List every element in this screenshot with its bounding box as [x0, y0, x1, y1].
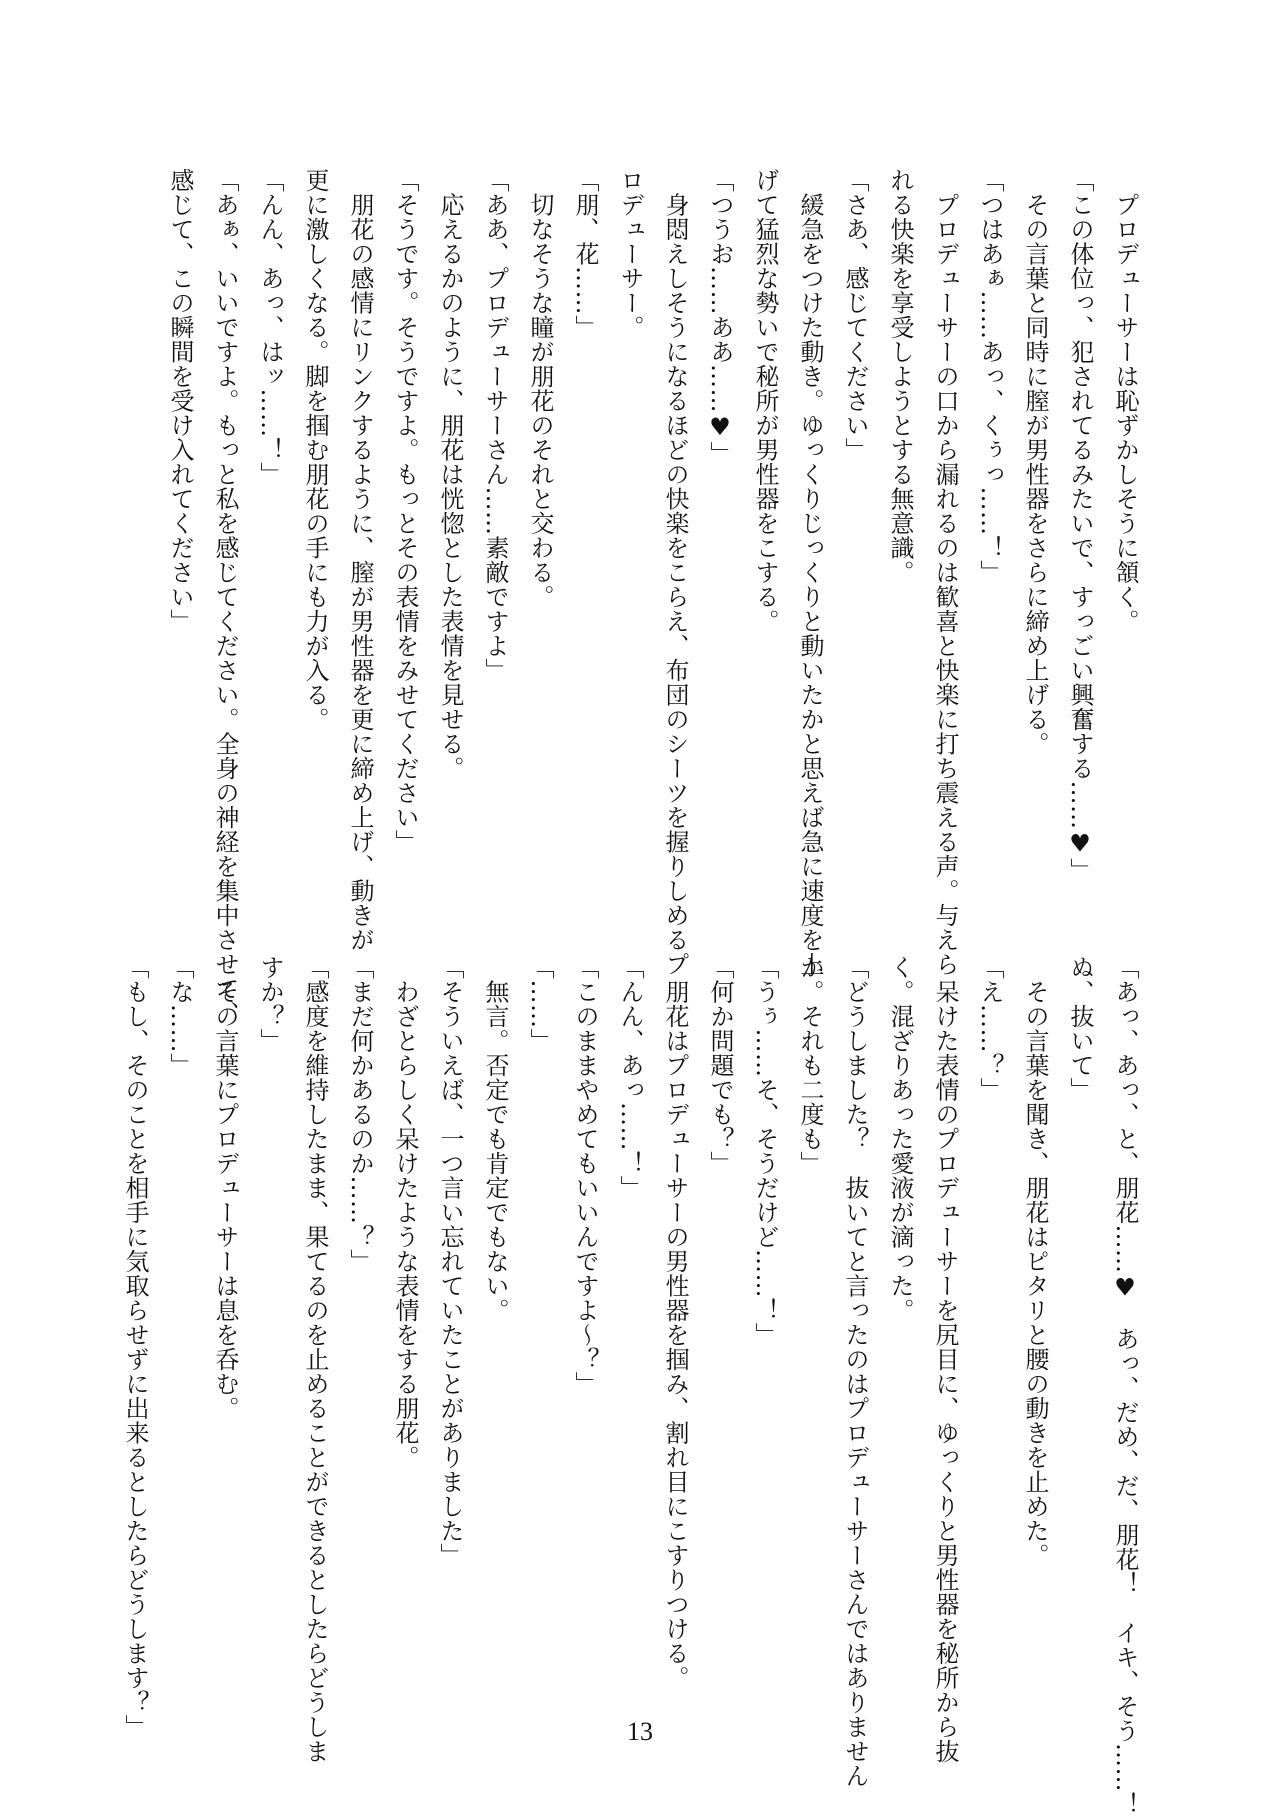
text-line: わざとらしく呆けたような表情をする朋花。: [391, 955, 419, 1470]
text-line: 身悶えしそうになるほどの快楽をこらえ、布団のシーツを握りしめるプ: [661, 168, 689, 977]
text-line: 更に激しくなる。脚を掴む朋花の手にも力が入る。: [301, 168, 329, 732]
text-line: 「ああ、プロデューサーさん……素敵ですよ」: [481, 168, 509, 683]
text-line: 朋花の感情にリンクするように、膣が男性器を更に締め上げ、動きが: [346, 168, 374, 952]
text-line: く。混ざりあった愛液が滴った。: [886, 955, 914, 1323]
text-line: 「そうです。そうですよ。もっとその表情をみせてください」: [391, 168, 419, 854]
text-line: 応えるかのように、朋花は恍惚とした表情を見せる。: [436, 168, 464, 781]
text-line: 呆けた表情のプロデューサーを尻目に、ゆっくりと男性器を秘所から抜: [931, 955, 959, 1764]
text-line: か。それも二度も」: [796, 955, 824, 1176]
text-line: その言葉を聞き、朋花はピタリと腰の動きを止めた。: [1021, 955, 1049, 1568]
text-line: 「さあ、感じてください」: [841, 168, 869, 462]
text-line: 「何か問題でも？」: [706, 955, 734, 1176]
text-line: 「んん、あっ……！」: [616, 955, 644, 1200]
text-line: ぬ、抜いて」: [1066, 955, 1094, 1102]
text-line: 「どうしました？ 抜いてと言ったのはプロデューサーさんではありません: [841, 955, 869, 1788]
text-line: 感じて、この瞬間を受け入れてください」: [166, 168, 194, 634]
text-line: プロデューサーは恥ずかしそうに頷く。: [1111, 168, 1139, 634]
text-line: れる快楽を享受しようとする無意識。: [886, 168, 914, 585]
text-line: 「感度を維持したまま、果てるのを止めることができるとしたらどうしま: [301, 955, 329, 1764]
text-line: すか？」: [256, 955, 284, 1053]
text-line: 「このままやめてもいいんですよ～？」: [571, 955, 599, 1396]
page-number: 13: [627, 1717, 653, 1746]
text-line: 「この体位っ、犯されてるみたいで、すっごい興奮する……♥」: [1066, 168, 1094, 883]
text-line: その言葉と同時に膣が男性器をさらに締め上げる。: [1021, 168, 1049, 756]
text-line: 「あっ、あっ、と、朋花……♥ あっ、だめ、だ、朋花！ イキ、そう……！: [1111, 955, 1139, 1817]
text-line: げて猛烈な勢いで秘所が男性器をこする。: [751, 168, 779, 634]
text-line: 「つはあぁ……あっ、くぅっ……！」: [976, 168, 1004, 585]
text-line: 「な……」: [166, 955, 194, 1078]
text-line: 無言。否定でも肯定でもない。: [481, 955, 509, 1323]
text-line: 朋花はプロデューサーの男性器を掴み、割れ目にこすりつける。: [661, 955, 689, 1690]
text-line: 「つうお……ああ……♥」: [706, 168, 734, 466]
text-line: ロデューサー。: [616, 168, 644, 340]
text-line: 「うぅ……そ、そうだけど……！」: [751, 955, 779, 1347]
text-line: 「朋、花……」: [571, 168, 599, 340]
text-line: 「え……？」: [976, 955, 1004, 1102]
text-line: 切なそうな瞳が朋花のそれと交わる。: [526, 168, 554, 609]
text-line: 「まだ何かあるのか……？」: [346, 955, 374, 1274]
text-line: 「……」: [526, 955, 554, 1053]
text-line: その言葉にプロデューサーは息を呑む。: [211, 955, 239, 1421]
text-line: 「そういえば、一つ言い忘れていたことがありました」: [436, 955, 464, 1568]
text-line: プロデューサーの口から漏れるのは歓喜と快楽に打ち震える声。与えら: [931, 168, 959, 977]
text-line: 緩急をつけた動き。ゆっくりじっくりと動いたかと思えば急に速度を上: [796, 168, 824, 977]
text-line: 「んん、あっ、はッ……！」: [256, 168, 284, 487]
text-line: 「もし、そのことを相手に気取らせずに出来るとしたらどうします？」: [121, 955, 149, 1739]
text-line: 「あぁ、いいですよ。もっと私を感じてください。全身の神経を集中させて、: [211, 168, 239, 1026]
